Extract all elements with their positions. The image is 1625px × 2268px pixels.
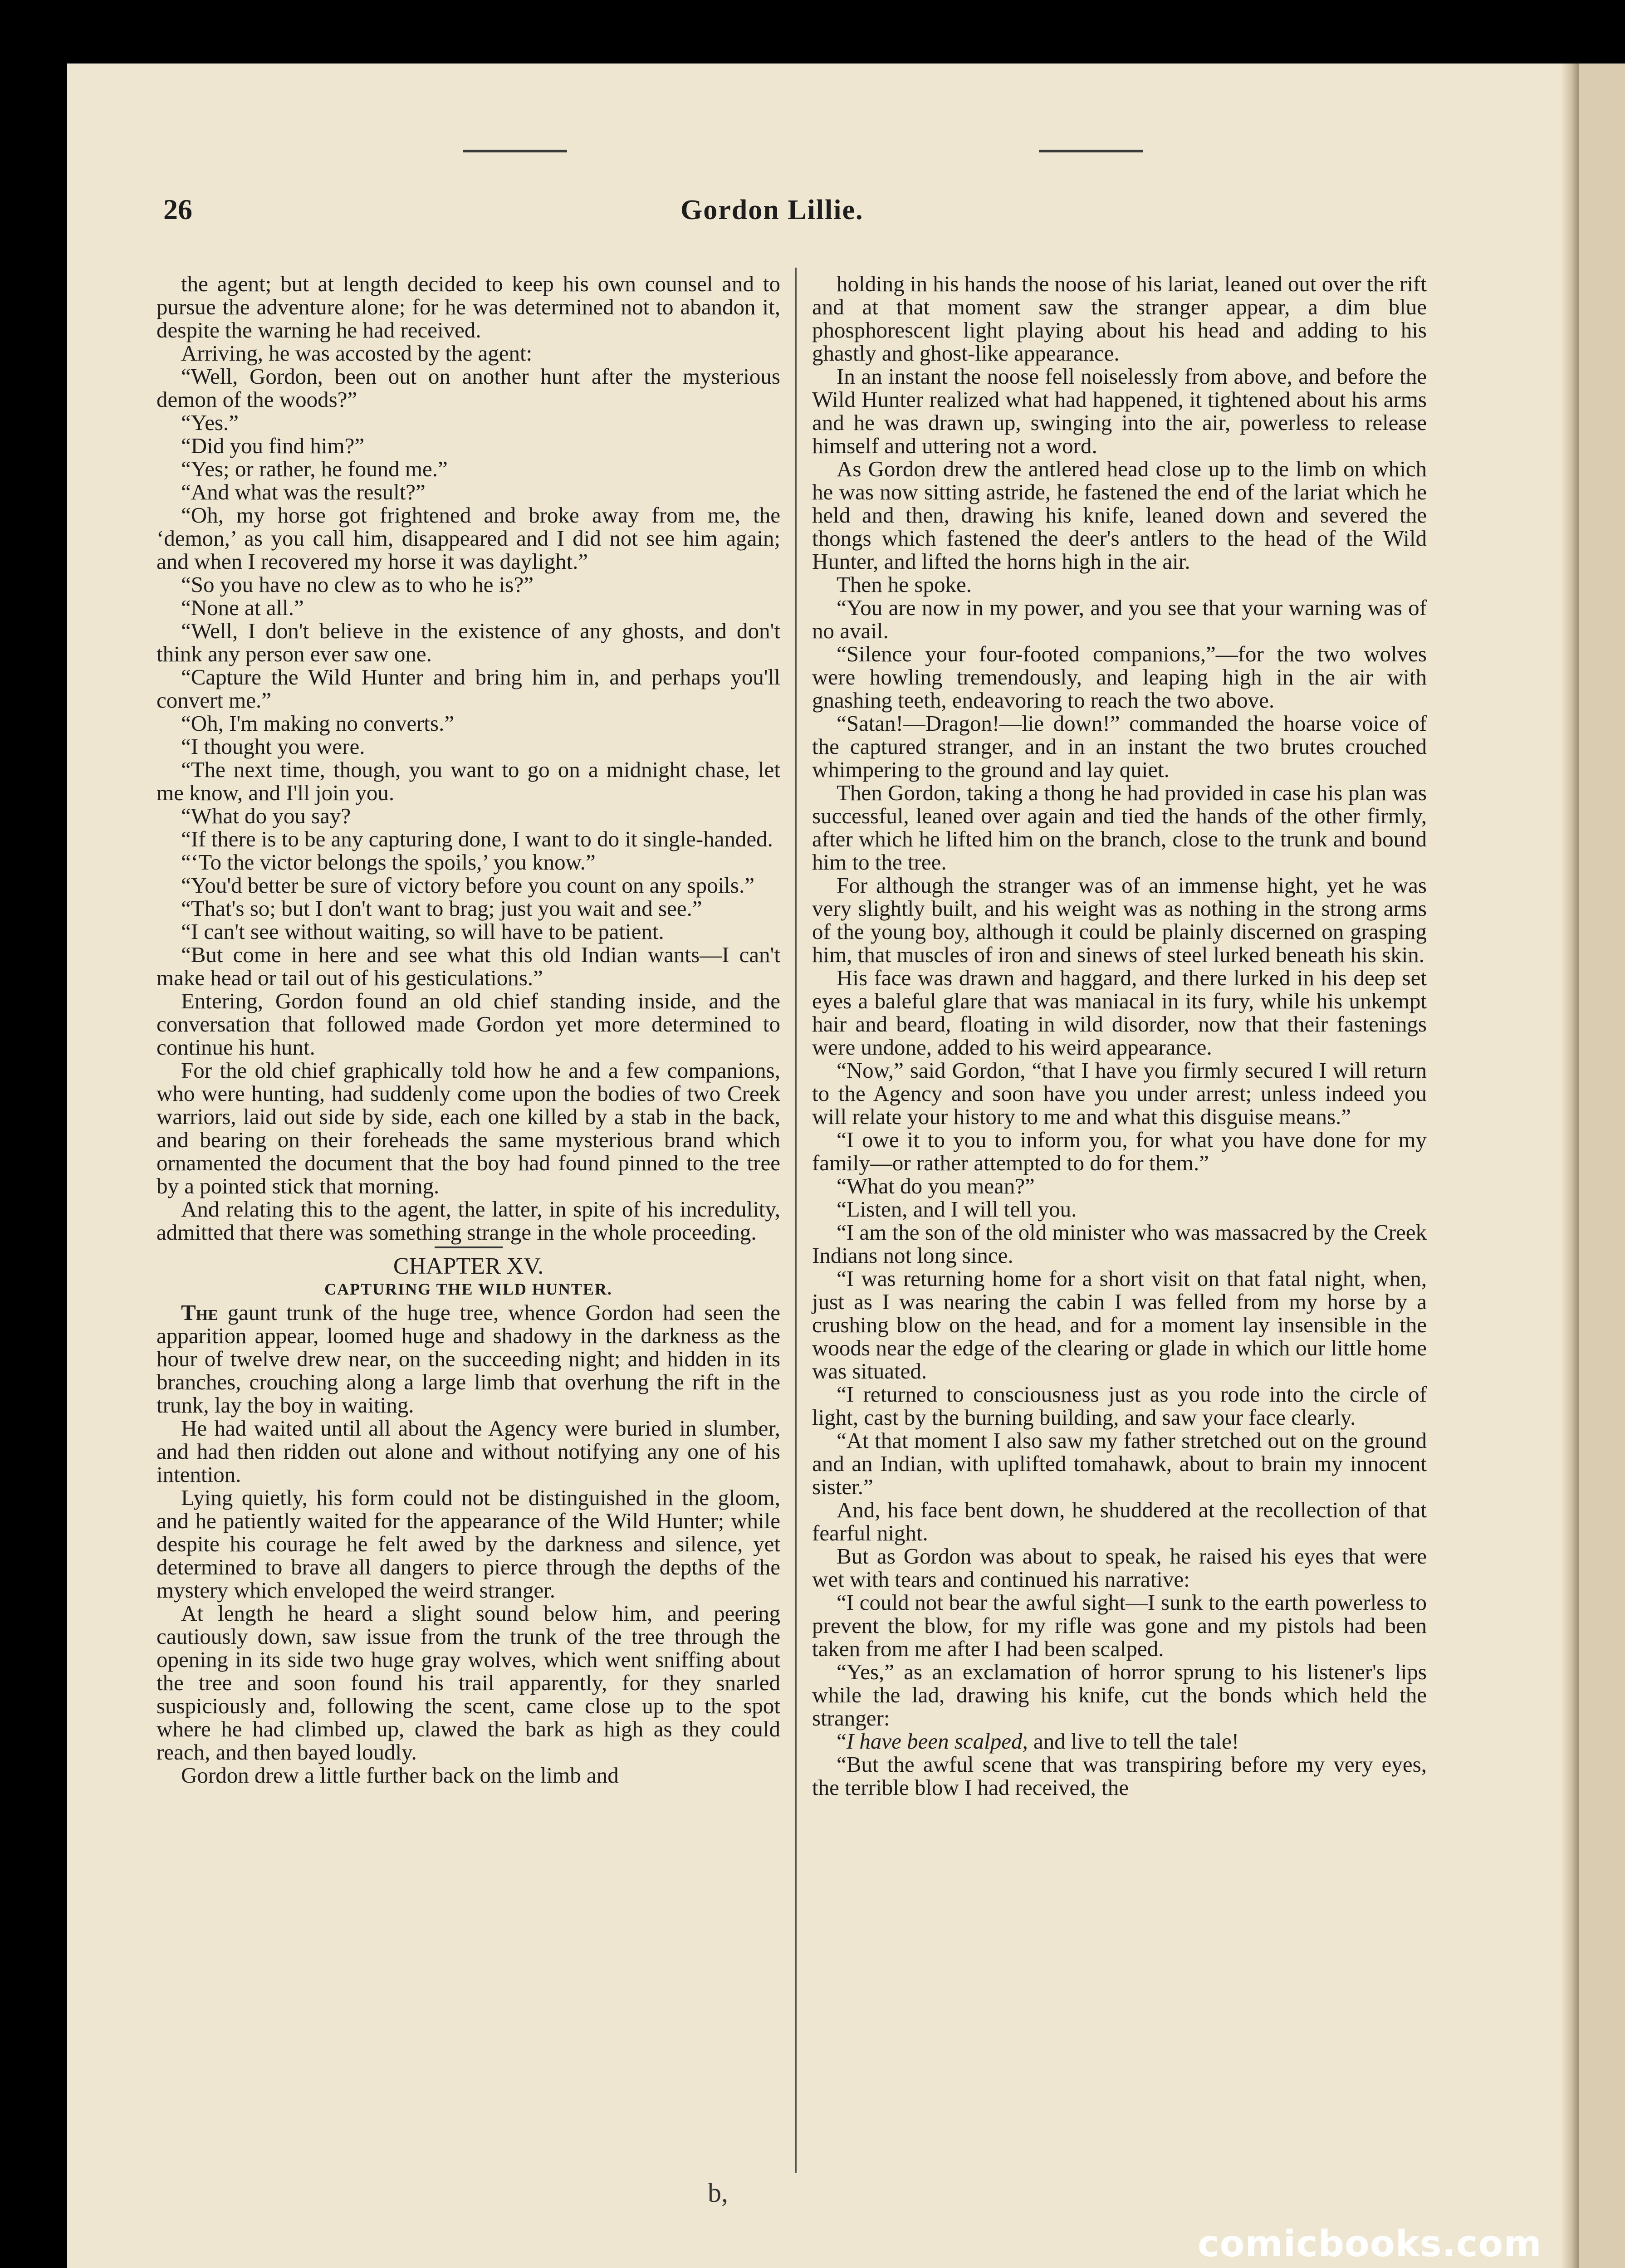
paragraph: “Oh, I'm making no converts.” [181, 711, 455, 736]
chapter-opening-paragraph [157, 1301, 780, 1417]
paragraph: “What do you mean?” [837, 1173, 1035, 1198]
paragraph: “Capture the Wild Hunter and bring him in, and perhaps you'll convert me.” [157, 665, 780, 713]
chapter-title: CHAPTER XV. [393, 1253, 544, 1279]
paragraph: “I returned to consciousness just as you rode into the circle of light, cast by the burning building, and saw your face clearly. [812, 1382, 1427, 1430]
paragraph: “Listen, and I will tell you. [837, 1197, 1077, 1222]
paragraph: “That's so; but I don't want to brag; just you wait and see.” [181, 896, 702, 921]
chapter-paragraph: Lying quietly, his form could not be distinguished in the gloom, and he patiently waited for the appearance of the Wild Hunter; while despite his courage he felt awed by the darkness and silence, yet determined to brave all dangers to pierce through the depths of the mystery which enveloped the weird stranger. [157, 1485, 780, 1603]
facing-page-edge [1579, 64, 1625, 2268]
running-head: Gordon Lillie. [680, 195, 864, 225]
paragraph: “So you have no clew as to who he is?” [181, 572, 534, 597]
italic-phrase: I have been scalped, [846, 1729, 1028, 1754]
right-paragraphs [812, 272, 1427, 1730]
paragraph: “I owe it to you to inform you, for what you have done for my family—or rather attempted to do for them.” [812, 1127, 1427, 1175]
paragraph: “I can't see without waiting, so will have to be patient. [181, 919, 664, 944]
left-column [157, 272, 780, 1787]
paragraph: “Silence your four-footed companions,”—for the two wolves were howling tremendously, and leaping high in the air with gnashing teeth, endeavoring to reach the two above. [812, 641, 1427, 713]
paragraph: And, his face bent down, he shuddered at the recollection of that fearful night. [812, 1497, 1427, 1545]
left-paragraphs [157, 272, 780, 1244]
paragraph: And relating this to the agent, the latter, in spite of his incredulity, admitted that there was something strange in the whole proceeding. [157, 1197, 780, 1245]
chapter-paragraph: At length he heard a slight sound below him, and peering cautiously down, saw issue from the trunk of the tree through the opening in its side two huge gray wolves, which went sniffing about the tree and soon found his trail apparently, for they snarled suspiciously and, following the scent, came close up to the spot where he had climbed up, clawed the bark as high as they could reach, and then bayed loudly. [157, 1601, 780, 1765]
paragraph: “You'd better be sure of victory before you count on any spoils.” [181, 873, 754, 898]
paragraph: “You are now in my power, and you see that your warning was of no avail. [812, 595, 1427, 643]
paragraph: “I thought you were. [181, 734, 365, 759]
paragraph: Arriving, he was accosted by the agent: [181, 341, 533, 366]
paragraph: “The next time, though, you want to go on a midnight chase, let me know, and I'll join you. [157, 757, 780, 805]
paragraph: “If there is to be any capturing done, I want to do it single-handed. [181, 826, 773, 851]
paragraph: holding in his hands the noose of his lariat, leaned out over the rift and at that moment saw the stranger appear, a dim blue phosphorescent light playing about his head and adding to his ghastly and ghost-like appearance. [812, 271, 1427, 366]
paragraph: “Now,” said Gordon, “that I have you firmly secured I will return to the Agency and soon have you under arrest; unless indeed you will relate your history to me and what this disguise means.” [812, 1058, 1427, 1129]
paragraph: In an instant the noose fell noiselessly from above, and before the Wild Hunter realized what had happened, it tightened about his arms and he was drawn up, swinging into the air, powerless to release himself and uttering not a word. [812, 364, 1427, 458]
paragraph: the agent; but at length decided to keep his own counsel and to pursue the adventure alone; for he was determined not to abandon it, despite the warning he had received. [157, 271, 780, 342]
top-ornament-right [1039, 150, 1143, 152]
paragraph: As Gordon drew the antlered head close up to the limb on which he was now sitting astride, he fastened the end of the lariat which he held and then, drawing his knife, leaned down and severed the thongs which fastened the deer's antlers to the head of the Wild Hunter, and lifted the horns high in the air. [812, 456, 1427, 574]
paragraph: “Yes; or rather, he found me.” [181, 456, 448, 481]
column-divider [795, 268, 797, 2173]
chapter-lead-word: The [181, 1300, 218, 1325]
paragraph: “I was returning home for a short visit on that fatal night, when, just as I was nearing the cabin I was felled from my horse by a crushing blow on the head, and for a moment lay insensible in the woods near the edge of the clearing or glade in which our little home was situated. [812, 1266, 1427, 1383]
chapter-rule [435, 1246, 503, 1248]
paragraph: “Yes,” as an exclamation of horror sprung to his listener's lips while the lad, drawing his knife, cut the bonds which held the stranger: [812, 1659, 1427, 1730]
paragraph: For although the stranger was of an immense hight, yet he was very slightly built, and his weight was as nothing in the strong arms of the young boy, although it could be plainly discerned on grasping him, that muscles of iron and sinews of steel lurked beneath his skin. [812, 873, 1427, 967]
page-number: 26 [163, 193, 192, 225]
paragraph: “‘To the victor belongs the spoils,’ you know.” [181, 850, 596, 875]
page-gutter [1561, 64, 1579, 2268]
chapter-opening-text: gaunt trunk of the huge tree, whence Gordon had seen the apparition appear, loomed huge and shadowy in the darkness as the hour of twelve drew near, on the succeeding night; and hidden in its branches, crouching along a large limb that overhung the rift in the trunk, lay the boy in waiting. [157, 1300, 781, 1418]
paragraph: For the old chief graphically told how he and a few companions, who were hunting, had suddenly come upon the bodies of two Creek warriors, laid out side by side, each one killed by a stab in the back, and bearing on their foreheads the same mysterious brand which ornamented the document that the boy had found pinned to the tree by a pointed stick that morning. [157, 1058, 780, 1198]
paragraph: “Well, I don't believe in the existence of any ghosts, and don't think any person ever saw one. [157, 618, 780, 666]
chapter-paragraph: Gordon drew a little further back on the limb and [181, 1763, 619, 1788]
italic-paragraph-rest: and live to tell the tale! [1028, 1729, 1239, 1754]
paragraph: “At that moment I also saw my father stretched out on the ground and an Indian, with uplifted tomahawk, about to brain my innocent sister.” [812, 1428, 1427, 1499]
paragraph: “Well, Gordon, been out on another hunt after the mysterious demon of the woods?” [157, 364, 780, 412]
paragraph: “Oh, my horse got frightened and broke away from me, the ‘demon,’ as you call him, disappeared and I did not see him again; and when I recovered my horse it was daylight.” [157, 503, 780, 574]
footer-mark: b, [708, 2178, 728, 2208]
paragraph: “None at all.” [181, 595, 304, 620]
paragraph: Then Gordon, taking a thong he had provided in case his plan was successful, leaned over again and tied the hands of the other firmly, after which he lifted him on the branch, close to the trunk and bound him to the tree. [812, 780, 1427, 875]
paragraph: But as Gordon was about to speak, he raised his eyes that were wet with tears and continued his narrative: [812, 1544, 1427, 1592]
paragraph: “Did you find him?” [181, 433, 365, 458]
paragraph: “I am the son of the old minister who was massacred by the Creek Indians not long since. [812, 1220, 1427, 1268]
top-ornament-left [463, 150, 567, 152]
paragraph: “Satan!—Dragon!—lie down!” commanded the hoarse voice of the captured stranger, and in an instant the two brutes crouched whimpering to the ground and lay quiet. [812, 711, 1427, 782]
paragraph: Then he spoke. [837, 572, 972, 597]
last-paragraph: “But the awful scene that was transpiring before my very eyes, the terrible blow I had received, the [812, 1752, 1427, 1800]
paragraph: “I could not bear the awful sight—I sunk to the earth powerless to prevent the blow, for my rifle was gone and my pistols had been taken from me after I had been scalped. [812, 1590, 1427, 1661]
chapter-subtitle: CAPTURING THE WILD HUNTER. [324, 1280, 612, 1298]
chapter-paragraph: He had waited until all about the Agency were buried in slumber, and had then ridden out alone and without notifying any one of his intention. [157, 1416, 780, 1487]
italic-paragraph: “I have been scalped, and live to tell the tale! [837, 1729, 1239, 1754]
paragraph: “Yes.” [181, 410, 239, 435]
paragraph: Entering, Gordon found an old chief standing inside, and the conversation that followed made Gordon yet more determined to continue his hunt. [157, 988, 780, 1060]
paragraph: “What do you say? [181, 803, 351, 828]
paragraph: His face was drawn and haggard, and there lurked in his deep set eyes a baleful glare that was maniacal in its fury, while his unkempt hair and beard, floating in wild disorder, now that their fastenings were undone, added to his weird appearance. [812, 965, 1427, 1060]
paragraph: “But come in here and see what this old Indian wants—I can't make head or tail out of his gesticulations.” [157, 942, 780, 990]
paragraph: “And what was the result?” [181, 479, 426, 504]
watermark: comicbooks.com [1198, 2223, 1542, 2265]
right-column [812, 272, 1427, 1799]
